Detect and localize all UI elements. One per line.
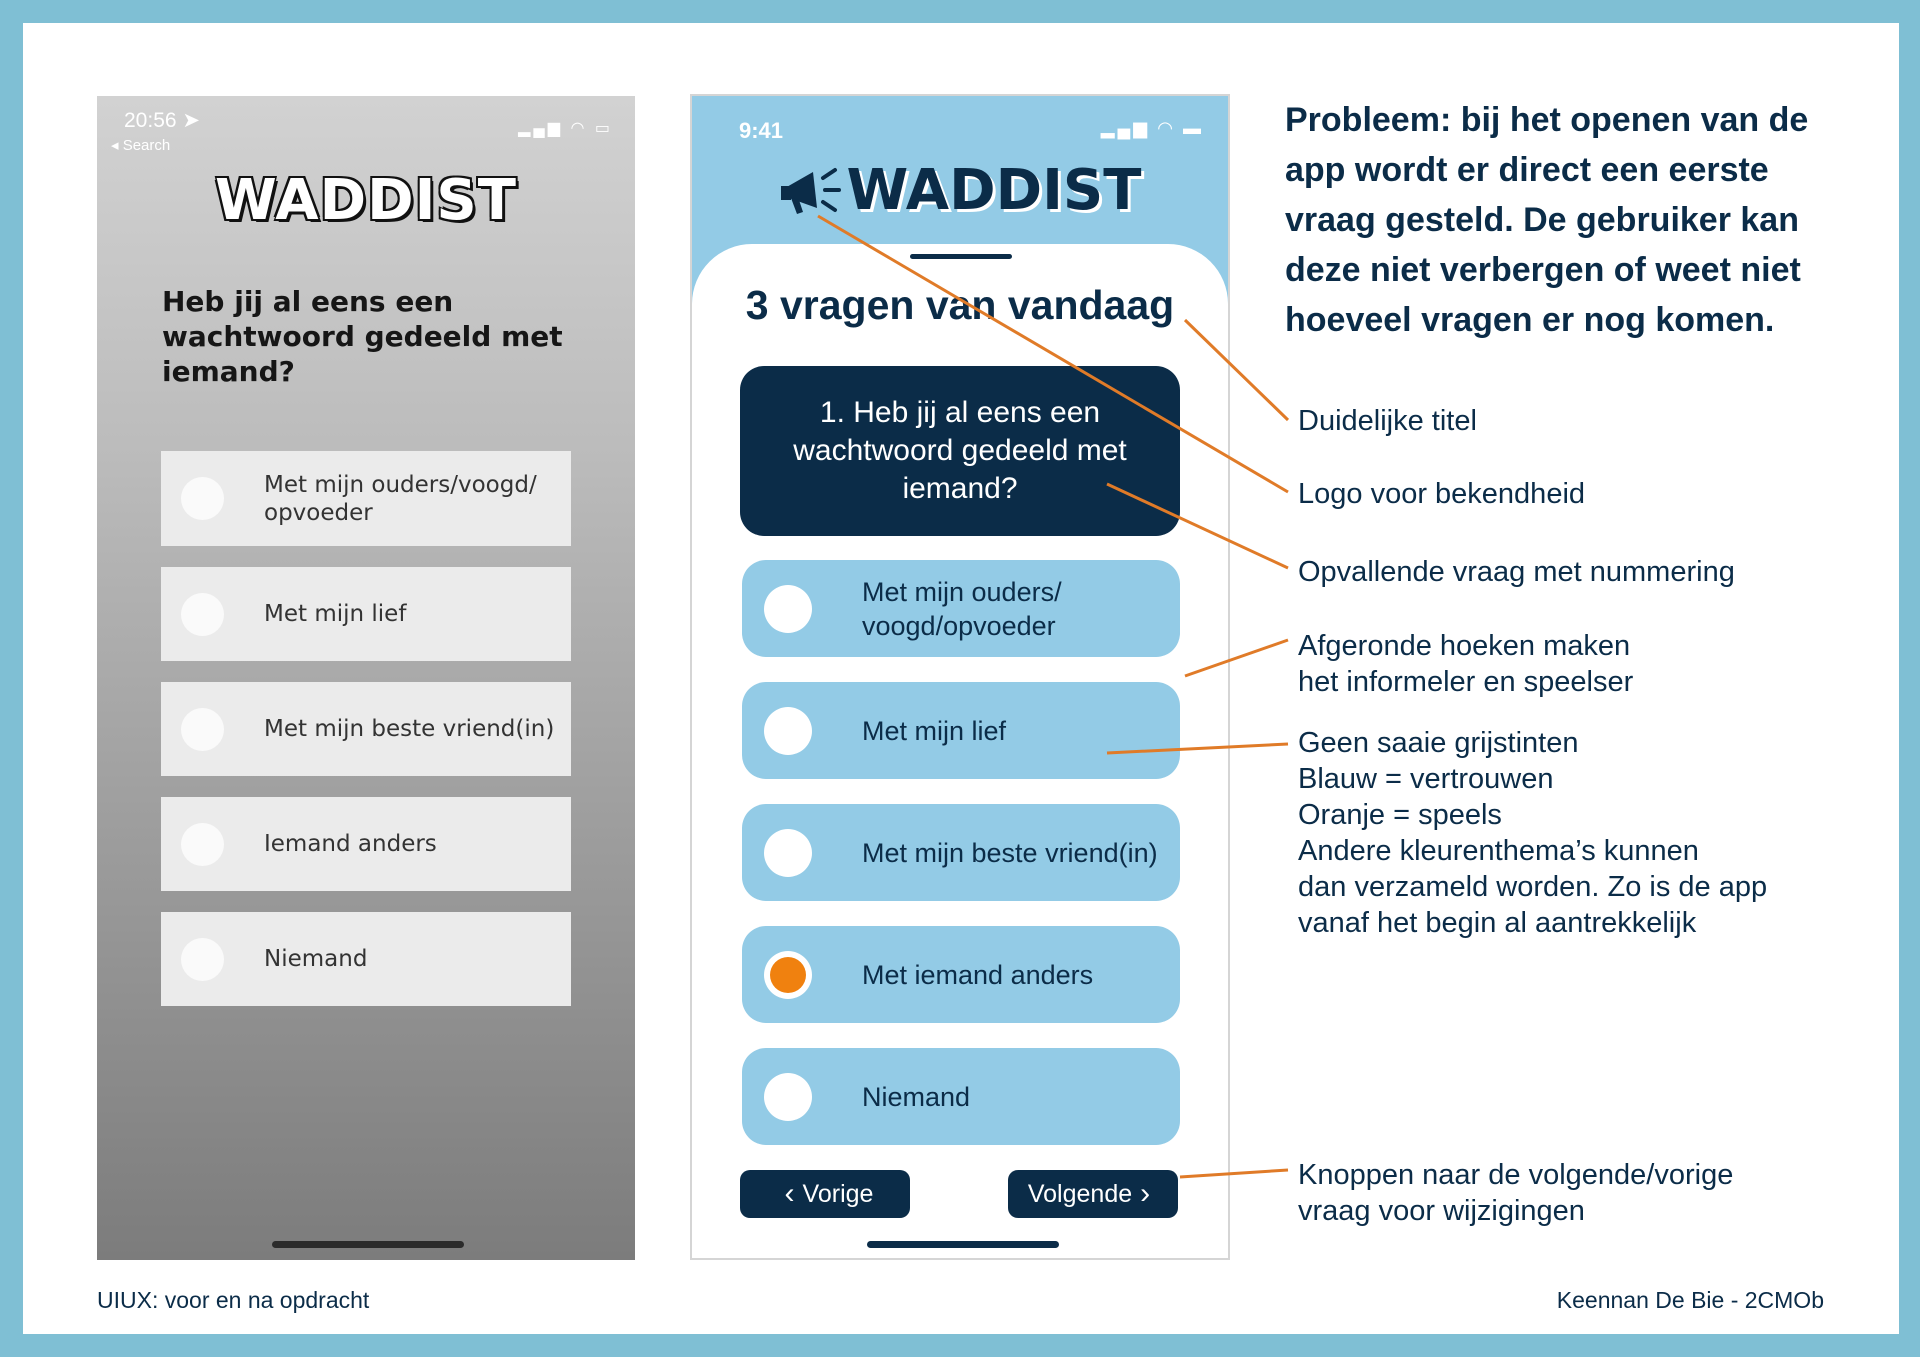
- before-phone-screen: [97, 96, 635, 1260]
- answer-label: Met mijn ouders/voogd/ opvoeder: [264, 471, 537, 526]
- annotation-corners: Afgeronde hoeken maken het informeler en speelser: [1298, 630, 1634, 698]
- problem-statement: Probleem: bij het openen van de app wordt er direct een eerste vraag gesteld. De gebruiker kan deze niet verbergen of weet niet hoeveel vragen er nog komen.: [1285, 101, 1809, 339]
- answer-label: Met iemand anders: [862, 959, 1094, 990]
- answer-list: [161, 451, 571, 1027]
- radio-button[interactable]: [181, 593, 224, 636]
- radio-button[interactable]: [181, 477, 224, 520]
- radio-button[interactable]: [764, 585, 812, 633]
- footer-course: UIUX: voor en na opdracht: [97, 1287, 370, 1313]
- logo-row: [692, 158, 1228, 223]
- radio-button[interactable]: [181, 938, 224, 981]
- annotation-logo: Logo voor bekendheid: [1298, 478, 1586, 510]
- megaphone-icon: [779, 164, 841, 218]
- answer-option[interactable]: [742, 804, 1180, 901]
- answer-option[interactable]: [161, 912, 571, 1006]
- back-to-search-link[interactable]: ◂ Search: [111, 137, 171, 154]
- radio-button[interactable]: [764, 707, 812, 755]
- sheet-grabber[interactable]: [910, 254, 1012, 259]
- chevron-left-icon: ‹: [784, 1177, 795, 1210]
- answer-label: Met mijn beste vriend(in): [862, 837, 1158, 868]
- home-indicator[interactable]: [272, 1241, 464, 1248]
- answer-option[interactable]: [161, 797, 571, 891]
- annotation-buttons: Knoppen naar de volgende/vorige vraag voor wijzigingen: [1298, 1159, 1734, 1227]
- answer-label: Met mijn lief: [264, 601, 407, 627]
- footer-author: Keennan De Bie - 2CMOb: [1556, 1287, 1824, 1313]
- answer-option[interactable]: [742, 682, 1180, 779]
- answer-option-selected[interactable]: [742, 926, 1180, 1023]
- radio-button[interactable]: [181, 823, 224, 866]
- after-phone-screen: [690, 94, 1230, 1260]
- annotation-question: Opvallende vraag met nummering: [1298, 556, 1735, 588]
- answer-list: [742, 560, 1180, 1170]
- answer-label: Met mijn beste vriend(in): [264, 716, 555, 742]
- answer-label: Niemand: [264, 946, 368, 972]
- question-card: 1. Heb jij al eens een wachtwoord gedeeld met iemand?: [740, 366, 1180, 536]
- status-icons: ▂▄▆ ◠ ▭: [518, 120, 613, 137]
- annotation-title: Duidelijke titel: [1298, 405, 1477, 437]
- status-time: 9:41: [739, 118, 784, 143]
- chevron-right-icon: ›: [1140, 1177, 1151, 1210]
- answer-option[interactable]: [161, 451, 571, 546]
- answer-option[interactable]: [742, 1048, 1180, 1145]
- answer-label: Met mijn ouders/ voogd/opvoeder: [862, 576, 1062, 641]
- radio-button[interactable]: [764, 829, 812, 877]
- waddist-logo: WADDIST: [215, 168, 517, 233]
- previous-button[interactable]: [740, 1170, 910, 1218]
- next-button-label: Volgende: [1027, 1179, 1133, 1208]
- previous-button-label: Vorige: [802, 1179, 874, 1208]
- answer-label: Iemand anders: [264, 831, 437, 857]
- question-text: Heb jij al eens een wachtwoord gedeeld met iemand?: [162, 285, 563, 388]
- radio-button-selected[interactable]: [764, 951, 812, 999]
- home-indicator[interactable]: [867, 1241, 1059, 1248]
- answer-label: Niemand: [862, 1081, 971, 1112]
- annotation-colors: Geen saaie grijstinten Blauw = vertrouwen Oranje = speels Andere kleurenthema’s kunnen dan verzameld worden. Zo is de app vanaf het begin al aantrekkelijk: [1298, 727, 1768, 939]
- answer-option[interactable]: [742, 560, 1180, 657]
- answer-option[interactable]: [161, 567, 571, 661]
- answer-label: Met mijn lief: [862, 715, 1007, 746]
- status-time: 20:56 ➤: [124, 109, 200, 132]
- radio-button[interactable]: [181, 708, 224, 751]
- next-button[interactable]: [1008, 1170, 1178, 1218]
- radio-button[interactable]: [764, 1073, 812, 1121]
- waddist-logo: WADDIST: [846, 158, 1142, 223]
- status-icons: ▂▄▆ ◠ ▬: [1100, 118, 1204, 138]
- page-title: 3 vragen van vandaag: [745, 282, 1175, 328]
- answer-option[interactable]: [161, 682, 571, 776]
